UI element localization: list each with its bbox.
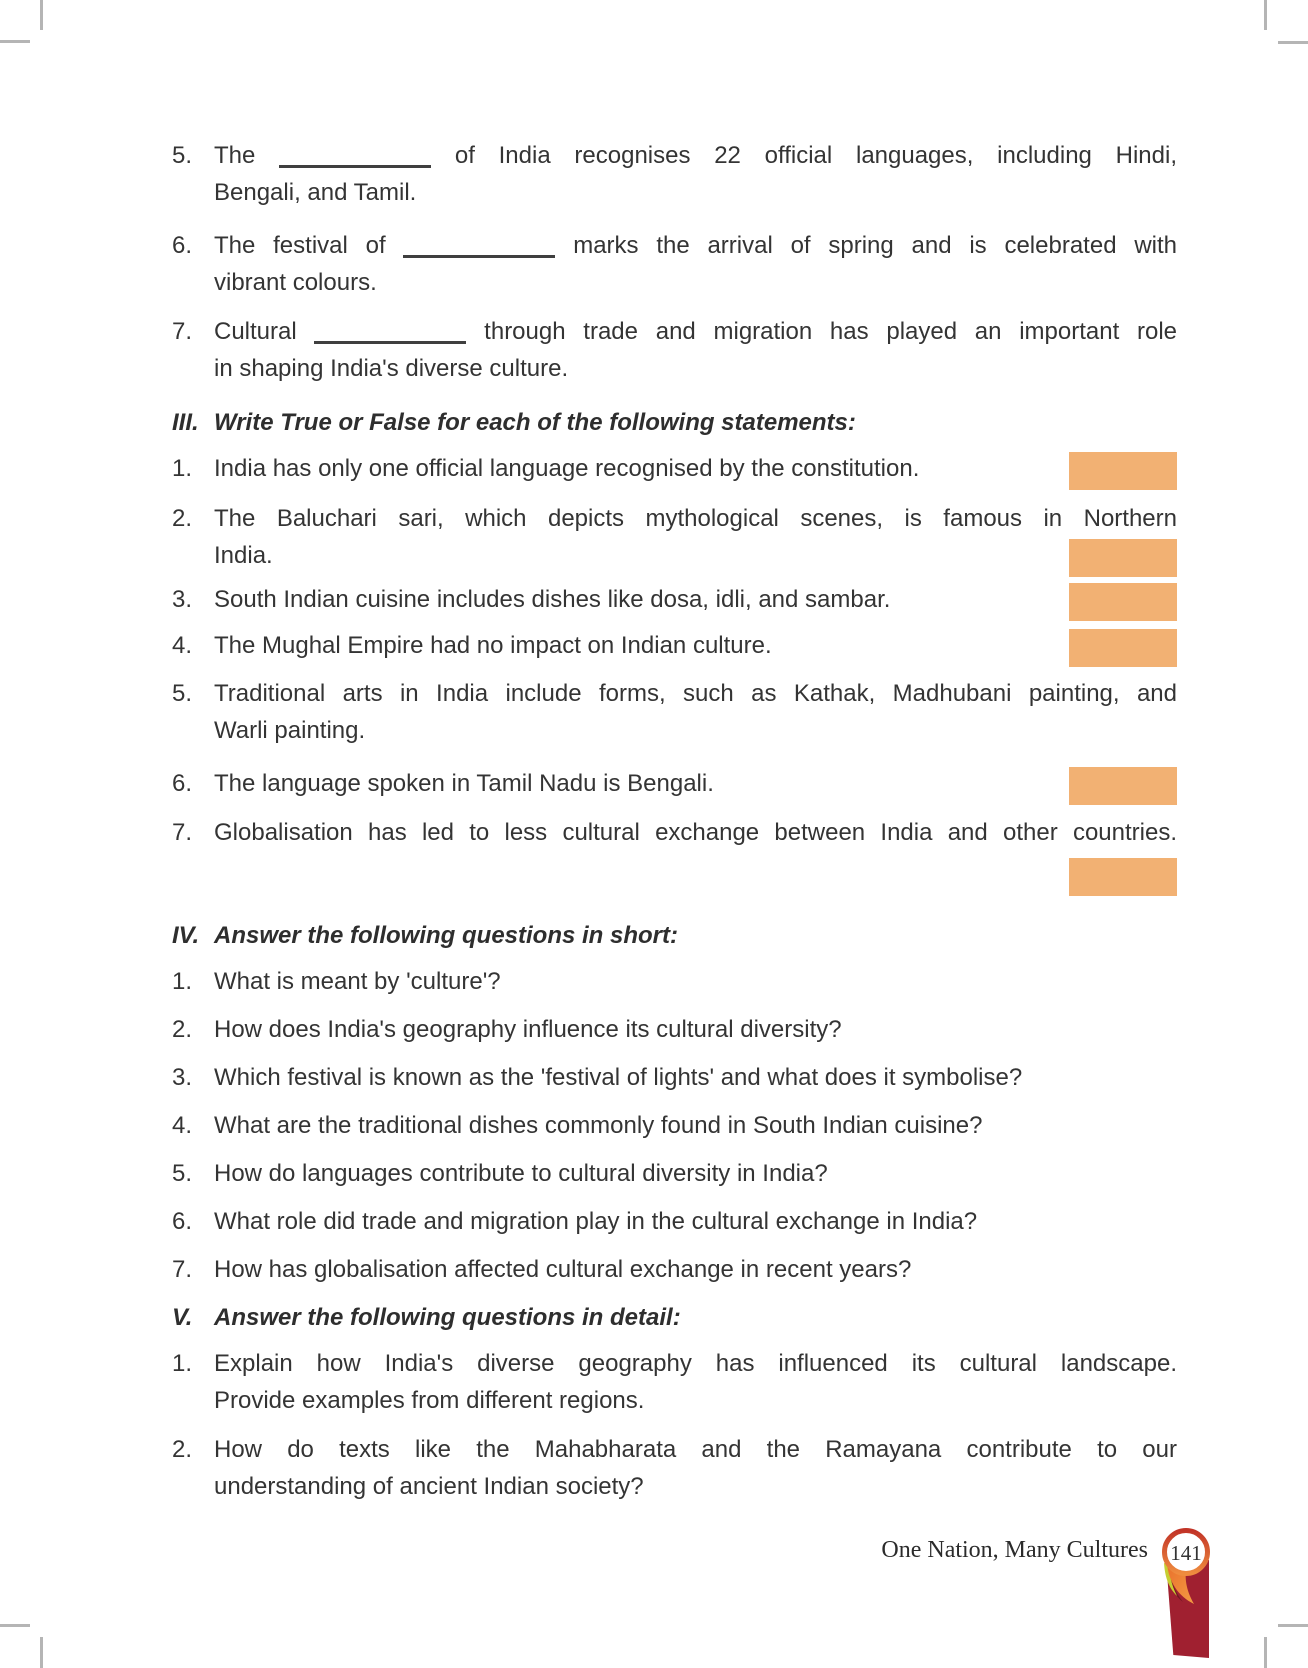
- section-title: Write True or False for each of the following statements:: [214, 409, 856, 436]
- exercise-content: [172, 137, 1177, 1517]
- fill-in-line2: in shaping India's diverse culture.: [214, 355, 569, 382]
- answer-box: [1069, 539, 1177, 577]
- item-number: 3.: [172, 586, 193, 613]
- short-question-item: [172, 1107, 1177, 1144]
- crop-mark: [40, 1637, 43, 1668]
- section-number: III.: [172, 409, 199, 436]
- item-number: 2.: [172, 1436, 193, 1463]
- question-text: Explain how India's diverse geography has influenced its cultural landscape.: [214, 1350, 1177, 1377]
- statement-text: India has only one official language recognised by the constitution.: [214, 455, 920, 482]
- question-text: How has globalisation affected cultural exchange in recent years?: [214, 1256, 912, 1283]
- item-number: 7.: [172, 819, 193, 846]
- question-text: Which festival is known as the 'festival of lights' and what does it symbolise?: [214, 1064, 1023, 1091]
- item-number: 5.: [172, 680, 193, 707]
- detail-question-item: [172, 1431, 1177, 1505]
- blank-line: [279, 161, 431, 168]
- item-number: 3.: [172, 1064, 193, 1091]
- chapter-title: One Nation, Many Cultures: [881, 1537, 1148, 1563]
- fill-in-text: The: [214, 142, 256, 169]
- fill-in-text: The festival of: [214, 232, 386, 259]
- fill-in-line1: [214, 313, 1177, 350]
- question-text: understanding of ancient Indian society?: [214, 1473, 644, 1500]
- statement-text: The language spoken in Tamil Nadu is Bengali.: [214, 770, 714, 797]
- crop-mark: [1264, 1637, 1267, 1668]
- fill-in-item: [172, 137, 1177, 211]
- true-false-item: [172, 500, 1177, 574]
- short-question-item: [172, 1155, 1177, 1192]
- short-question-item: [172, 963, 1177, 1000]
- statement-text: Globalisation has led to less cultural exchange between India and other countries.: [214, 819, 1177, 846]
- fill-in-line2: vibrant colours.: [214, 269, 377, 296]
- section-title: Answer the following questions in short:: [214, 922, 679, 949]
- short-question-item: [172, 1203, 1177, 1240]
- item-number: 2.: [172, 505, 193, 532]
- item-number: 1.: [172, 455, 193, 482]
- fill-in-line1: [214, 227, 1177, 264]
- crop-mark: [1278, 1624, 1308, 1627]
- item-number: 6.: [172, 770, 193, 797]
- statement-text: The Baluchari sari, which depicts mythological scenes, is famous in Northern: [214, 505, 1177, 532]
- item-number: 4.: [172, 1112, 193, 1139]
- question-text: How do languages contribute to cultural diversity in India?: [214, 1160, 828, 1187]
- fill-in-text: through trade and migration has played an important role: [484, 318, 1178, 345]
- crop-mark: [40, 0, 43, 30]
- answer-box: [1069, 629, 1177, 667]
- crop-mark: [0, 40, 30, 43]
- fill-in-line1: [214, 137, 1177, 174]
- item-number: 1.: [172, 968, 193, 995]
- section-number: V.: [172, 1304, 193, 1331]
- item-number: 5.: [172, 1160, 193, 1187]
- true-false-item: [172, 765, 1177, 802]
- answer-box: [1069, 583, 1177, 621]
- short-question-item: [172, 1059, 1177, 1096]
- question-text: What are the traditional dishes commonly found in South Indian cuisine?: [214, 1112, 983, 1139]
- short-question-item: [172, 1251, 1177, 1288]
- fill-in-text: marks the arrival of spring and is celebrated with: [573, 232, 1177, 259]
- detail-question-item: [172, 1345, 1177, 1419]
- question-text: What is meant by 'culture'?: [214, 968, 501, 995]
- true-false-item: [172, 814, 1177, 851]
- page-number-badge: [1150, 1520, 1226, 1620]
- statement-text: The Mughal Empire had no impact on Indian culture.: [214, 632, 772, 659]
- item-number: 1.: [172, 1350, 193, 1377]
- item-number: 5.: [172, 142, 193, 169]
- section-title: Answer the following questions in detail:: [214, 1304, 681, 1331]
- statement-text: India.: [214, 542, 273, 569]
- true-false-item: [172, 627, 1177, 664]
- answer-box: [1069, 452, 1177, 490]
- answer-box: [1069, 767, 1177, 805]
- fill-in-text: of India recognises 22 official languages, including Hindi,: [454, 142, 1177, 169]
- question-text: Provide examples from different regions.: [214, 1387, 645, 1414]
- fill-in-text: Cultural: [214, 318, 297, 345]
- true-false-item: [172, 450, 1177, 487]
- answer-box: [1069, 858, 1177, 896]
- fill-in-item: [172, 227, 1177, 301]
- true-false-item: [172, 675, 1177, 749]
- section-heading-true-false: [172, 404, 1177, 441]
- item-number: 2.: [172, 1016, 193, 1043]
- blank-line: [403, 251, 555, 258]
- question-text: How do texts like the Mahabharata and the Ramayana contribute to our: [214, 1436, 1177, 1463]
- fill-in-line2: Bengali, and Tamil.: [214, 179, 417, 206]
- item-number: 4.: [172, 632, 193, 659]
- crop-mark: [1278, 41, 1308, 44]
- true-false-item: [172, 581, 1177, 618]
- item-number: 7.: [172, 318, 193, 345]
- statement-text: Traditional arts in India include forms, such as Kathak, Madhubani painting, and: [214, 680, 1177, 707]
- item-number: 7.: [172, 1256, 193, 1283]
- section-number: IV.: [172, 922, 200, 949]
- statement-text: Warli painting.: [214, 717, 366, 744]
- question-text: How does India's geography influence its cultural diversity?: [214, 1016, 842, 1043]
- crop-mark: [1264, 0, 1267, 30]
- blank-line: [314, 337, 466, 344]
- item-number: 6.: [172, 232, 193, 259]
- statement-text: South Indian cuisine includes dishes like dosa, idli, and sambar.: [214, 586, 891, 613]
- question-text: What role did trade and migration play in the cultural exchange in India?: [214, 1208, 978, 1235]
- item-number: 6.: [172, 1208, 193, 1235]
- short-question-item: [172, 1011, 1177, 1048]
- section-heading-short-questions: [172, 917, 1177, 954]
- page-number: 141: [1170, 1541, 1202, 1565]
- crop-mark: [0, 1624, 30, 1627]
- fill-in-item: [172, 313, 1177, 387]
- section-heading-detail-questions: [172, 1299, 1177, 1336]
